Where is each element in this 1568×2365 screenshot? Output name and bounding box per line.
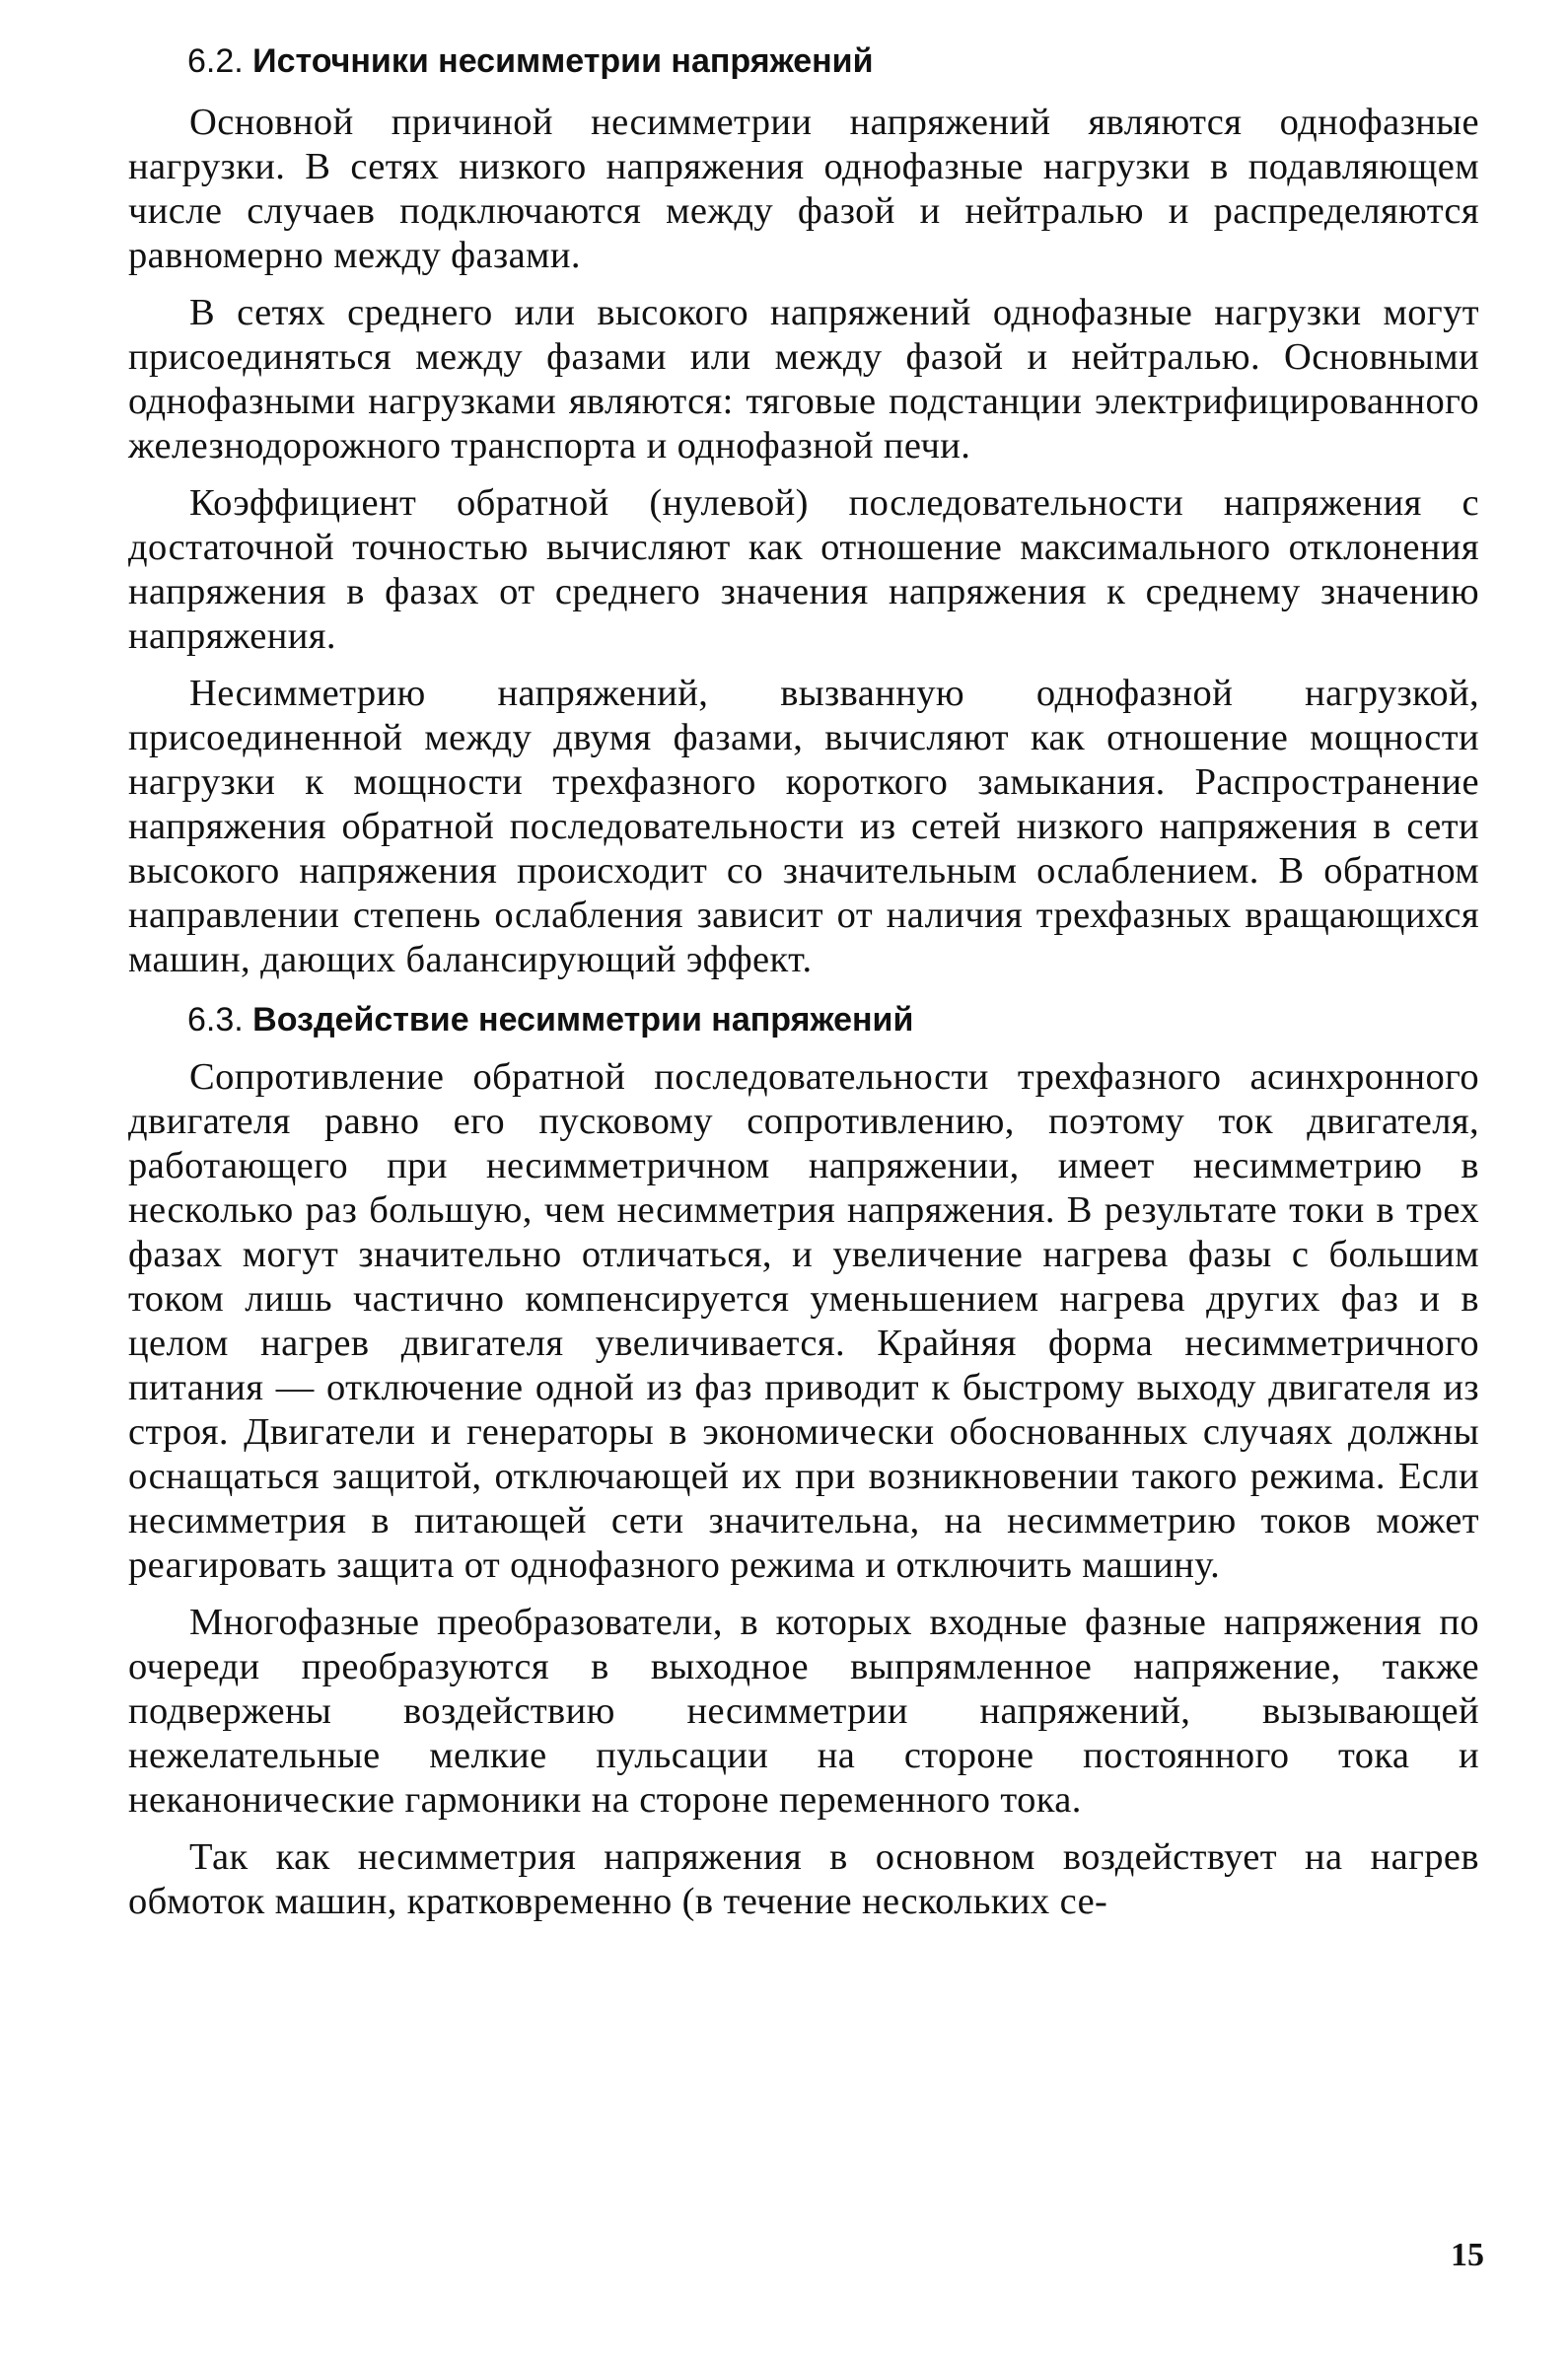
paragraph: В сетях среднего или высокого напряжений однофазные нагрузки могут присоединяться между фазами или между фазой и нейтралью. Основными однофазными нагрузками являются: тяговые подстанции электрифицированного железнодорожного транспорта и однофазной печи. [128, 292, 1479, 466]
section-title: Источники несимметрии напряжений [252, 42, 874, 80]
paragraph: Сопротивление обратной последовательности трехфазного асинхронного двигателя равно его пусковому сопротивлению, поэтому ток двигателя, работающего при несимметричном напряжении, имеет несимметрию в несколько раз большую, чем несимметрия напряжения. В результате токи в трех фазах могут значительно отличаться, и увеличение нагрева фазы с большим током лишь частично компенсируется уменьшением нагрева других фаз и в целом нагрев двигателя увеличивается. Крайняя форма несимметричного питания — отключение одной из фаз приводит к быстрому выходу двигателя из строя. Двигатели и генераторы в экономически обоснованных случаях должны оснащаться защитой, отключающей их при возникновении такого режима. Если несимметрия в питающей сети значительна, на несимметрию токов может реагировать защита от однофазного режима и отключить машину. [128, 1056, 1479, 1586]
paragraph: Основной причиной несимметрии напряжений являются однофазные нагрузки. В сетях низкого напряжения однофазные нагрузки в подавляющем числе случаев подключаются между фазой и нейтралью и распределяются равномерно между фазами. [128, 102, 1479, 276]
page-number: 15 [1451, 2237, 1484, 2273]
section-number: 6.3. [187, 1001, 244, 1039]
paragraph: Так как несимметрия напряжения в основном воздействует на нагрев обмоток машин, кратковременно (в течение нескольких се- [128, 1836, 1479, 1922]
paragraph: Несимметрию напряжений, вызванную однофазной нагрузкой, присоединенной между двумя фазами, вычисляют как отношение мощности нагрузки к мощности трехфазного короткого замыкания. Распространение напряжения обратной последовательности из сетей низкого напряжения в сети высокого напряжения происходит со значительным ослаблением. В обратном направлении степень ослабления зависит от наличия трехфазных вращающихся машин, дающих балансирующий эффект. [128, 673, 1479, 980]
section-number: 6.2. [187, 42, 244, 80]
section-heading-6-3 [187, 998, 1479, 1041]
book-page [128, 39, 1479, 1937]
paragraph: Коэффициент обратной (нулевой) последовательности напряжения с достаточной точностью вычисляют как отношение максимального отклонения напряжения в фазах от среднего значения напряжения к среднему значению напряжения. [128, 482, 1479, 657]
section-title: Воздействие несимметрии напряжений [252, 1001, 914, 1039]
section-heading-6-2 [187, 39, 1479, 83]
paragraph: Многофазные преобразователи, в которых входные фазные напряжения по очереди преобразуются в выходное выпрямленное напряжение, также подвержены воздействию несимметрии напряжений, вызывающей нежелательные мелкие пульсации на стороне постоянного тока и неканонические гармоники на стороне переменного тока. [128, 1602, 1479, 1821]
